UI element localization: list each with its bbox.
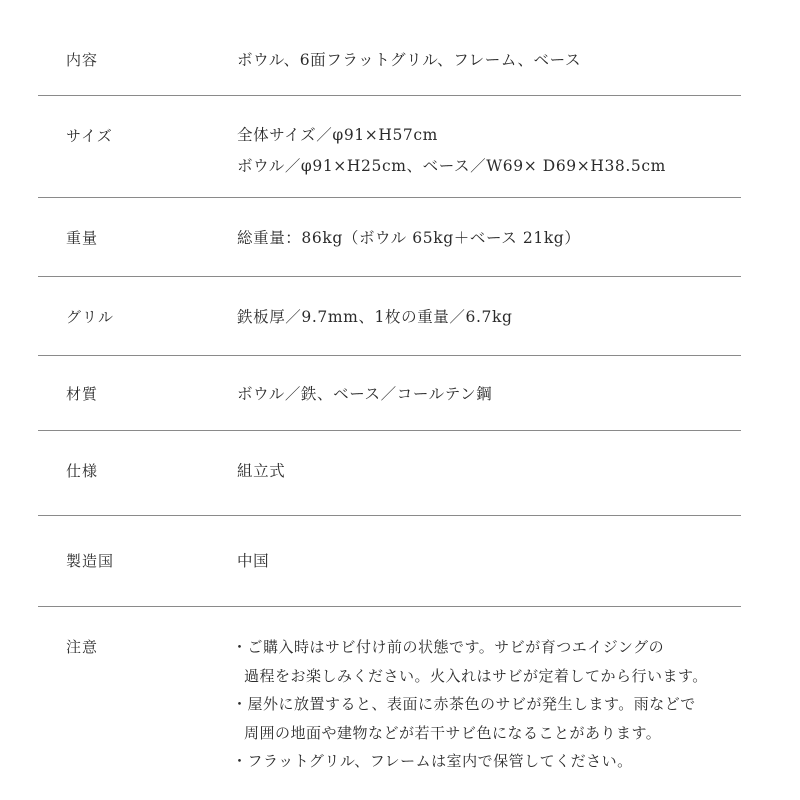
spec-value xyxy=(237,120,777,182)
row-divider xyxy=(38,515,741,516)
spec-value-line: 全体サイズ／φ91×H57cm xyxy=(237,126,438,144)
caution-note: ・ご購入時はサビ付け前の状態です。サビが育つエイジングの xyxy=(232,638,665,656)
spec-value-line: 鉄板厚／9.7mm、1枚の重量／6.7kg xyxy=(237,308,513,326)
spec-value-line: 組立式 xyxy=(237,462,286,480)
spec-value-line: 中国 xyxy=(237,552,270,570)
caution-note: 周囲の地面や建物などが若干サビ色になることがあります。 xyxy=(244,723,662,742)
spec-value xyxy=(237,302,777,333)
caution-note: 過程をお楽しみください。火入れはサビが定着してから行います。 xyxy=(244,666,708,685)
row-divider xyxy=(38,197,741,198)
spec-label: 材質 xyxy=(66,385,99,403)
spec-label: グリル xyxy=(66,308,115,326)
spec-value-line: ボウル／鉄、ベース／コールテン鋼 xyxy=(237,385,493,403)
spec-value xyxy=(237,223,777,254)
spec-value-line: ボウル／φ91×H25cm、ベース／W69× D69×H38.5cm xyxy=(237,157,666,175)
spec-label: 仕様 xyxy=(66,462,99,480)
caution-note: ・フラットグリル、フレームは室内で保管してください。 xyxy=(232,752,633,770)
spec-label: サイズ xyxy=(66,127,113,145)
spec-value xyxy=(237,546,777,577)
row-divider xyxy=(38,355,741,356)
caution-note: ・屋外に放置すると、表面に赤茶色のサビが発生します。雨などで xyxy=(232,695,696,713)
row-divider xyxy=(38,606,741,607)
row-divider xyxy=(38,430,741,431)
row-divider xyxy=(38,95,741,96)
spec-value-line: 総重量：86kg（ボウル 65kg＋ベース 21kg） xyxy=(237,229,581,247)
spec-value-line: ボウル、6面フラットグリル、フレーム、ベース xyxy=(237,51,582,69)
spec-value xyxy=(237,45,777,76)
caution-notes xyxy=(232,633,772,776)
spec-label: 重量 xyxy=(66,229,99,247)
spec-label: 注意 xyxy=(66,638,99,656)
spec-value xyxy=(237,456,777,487)
row-divider xyxy=(38,276,741,277)
spec-label: 製造国 xyxy=(66,552,115,570)
spec-label: 内容 xyxy=(66,51,99,69)
spec-value xyxy=(237,379,777,410)
